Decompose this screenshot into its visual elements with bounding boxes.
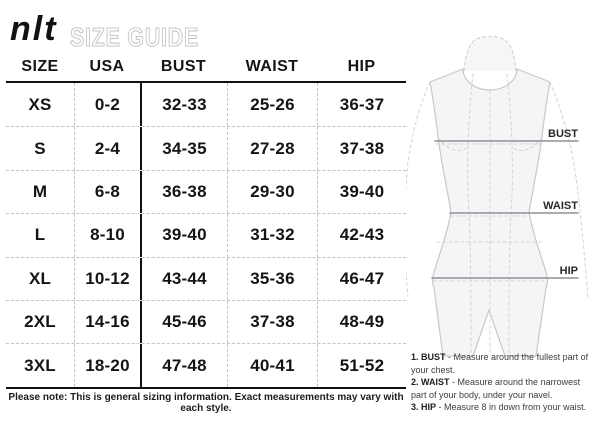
measurement-instructions: [411, 351, 597, 414]
sizing-footnote: Please note: This is general sizing information. Exact measurements may vary with each style.: [8, 392, 404, 414]
measurement-value: 43-44: [140, 258, 227, 300]
instruction-keyword: 1. BUST: [411, 352, 446, 362]
table-body: [6, 83, 406, 387]
size-label: 2XL: [24, 312, 56, 332]
table-row: [6, 126, 406, 169]
measurement-value: 39-40: [140, 214, 227, 256]
page-title: SIZE GUIDE: [70, 22, 200, 52]
column-header-waist: WAIST: [245, 58, 299, 75]
measurement-value: 36-37: [317, 83, 406, 126]
instruction-text: - Measure around the narrowest part of your body, under your navel.: [411, 377, 581, 400]
measurement-value: 47-48: [140, 344, 227, 386]
table-row: [6, 257, 406, 300]
measurement-value: 2-4: [74, 127, 140, 169]
measurement-value: 18-20: [74, 344, 140, 386]
measurement-value: 39-40: [317, 171, 406, 213]
measurement-instruction: [411, 376, 597, 401]
size-label: M: [32, 181, 48, 201]
instruction-keyword: 3. HIP: [411, 402, 437, 412]
bust-line-label: BUST: [548, 128, 578, 140]
measurement-value: 10-12: [74, 258, 140, 300]
table-row: [6, 213, 406, 256]
size-chart-table: [6, 58, 406, 389]
instruction-text: - Measure 8 in down from your waist.: [436, 402, 587, 412]
measurement-value: 25-26: [227, 83, 317, 126]
size-label: L: [34, 225, 46, 245]
measurement-value: 6-8: [74, 171, 140, 213]
measurement-value: 32-33: [140, 83, 227, 126]
measurement-value: 31-32: [227, 214, 317, 256]
column-header-hip: HIP: [347, 58, 376, 75]
table-row: [6, 170, 406, 213]
left-arm-outline: [406, 82, 430, 296]
measurement-instruction: [411, 401, 597, 414]
measurement-value: 34-35: [140, 127, 227, 169]
measurement-value: 51-52: [317, 344, 406, 386]
neck-outline: [464, 36, 516, 71]
measurement-value: 35-36: [227, 258, 317, 300]
table-row: [6, 300, 406, 343]
brand-logo: nlt: [10, 10, 58, 48]
table-header-row: [6, 58, 406, 83]
size-label: S: [34, 138, 46, 158]
measurement-value: 27-28: [227, 127, 317, 169]
measurement-value: 36-38: [140, 171, 227, 213]
measurement-value: 46-47: [317, 258, 406, 300]
measurement-value: 48-49: [317, 301, 406, 343]
measurement-value: 42-43: [317, 214, 406, 256]
measurement-value: 45-46: [140, 301, 227, 343]
waist-line-label: WAIST: [543, 200, 578, 212]
column-header-bust: BUST: [160, 58, 207, 75]
measurement-instruction: [411, 351, 597, 376]
measurement-value: 40-41: [227, 344, 317, 386]
instruction-text: - Measure around the fullest part of your chest.: [411, 352, 589, 375]
column-header-usa: USA: [89, 58, 125, 75]
table-row: [6, 343, 406, 386]
measurement-value: 37-38: [317, 127, 406, 169]
table-row: [6, 83, 406, 126]
hip-line-label: HIP: [559, 265, 578, 277]
instruction-keyword: 2. WAIST: [411, 377, 450, 387]
size-label: XS: [28, 94, 52, 114]
measurement-value: 37-38: [227, 301, 317, 343]
measurement-value: 8-10: [74, 214, 140, 256]
measurement-value: 14-16: [74, 301, 140, 343]
measurement-value: 0-2: [74, 83, 140, 126]
size-label: 3XL: [24, 355, 56, 375]
column-header-size: SIZE: [21, 58, 59, 75]
measurement-value: 29-30: [227, 171, 317, 213]
size-label: XL: [28, 268, 52, 288]
body-measurement-diagram: [406, 36, 598, 358]
